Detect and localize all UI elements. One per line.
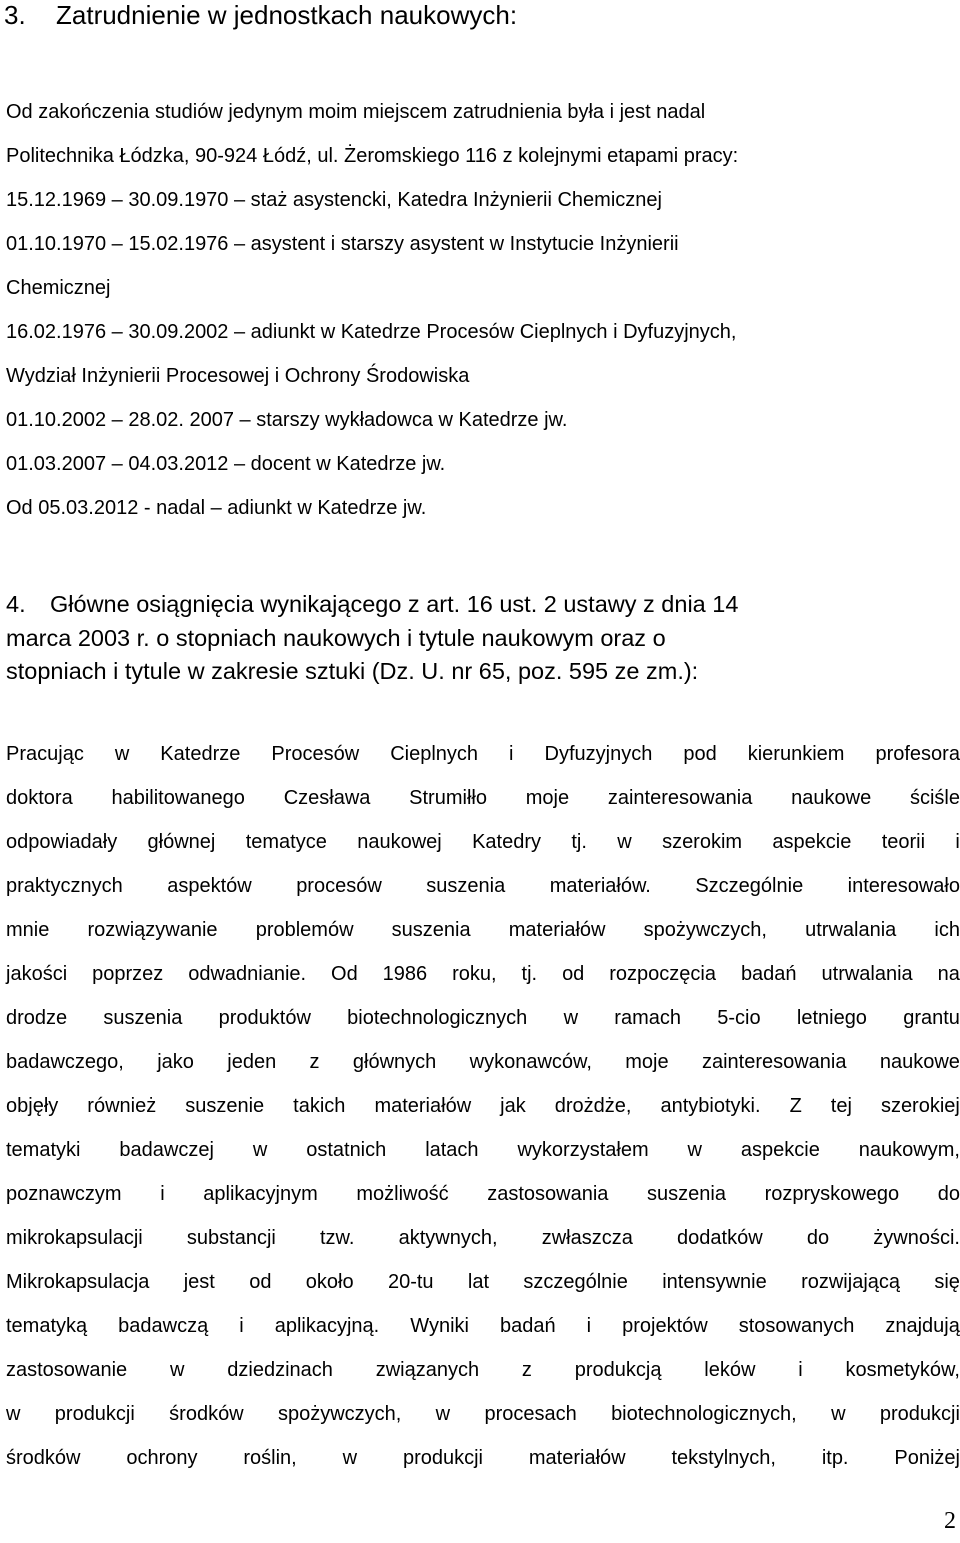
word: utrwalania [821, 963, 913, 985]
paragraph-line [6, 952, 960, 996]
word: interesowało [847, 875, 960, 897]
employment-line: 01.10.1970 – 15.02.1976 – asystent i starszy asystent w Instytucie Inżynierii [6, 233, 679, 255]
word: możliwość [356, 1183, 449, 1205]
word: aplikacyjną. [274, 1315, 380, 1337]
word: produkcją [574, 1359, 662, 1381]
word: szerokim [662, 831, 743, 853]
paragraph-line [6, 732, 960, 776]
employment-line: Chemicznej [6, 277, 111, 299]
word: 1986 [382, 963, 428, 985]
employment-line: 01.10.2002 – 28.02. 2007 – starszy wykładowca w Katedrze jw. [6, 409, 568, 431]
word: moje [625, 1051, 669, 1073]
word: środków [6, 1447, 81, 1469]
word: Cieplnych [390, 743, 479, 765]
word: zastosowanie [6, 1359, 128, 1381]
word: Wyniki [410, 1315, 469, 1337]
word: żywności. [873, 1227, 960, 1249]
word: lat [467, 1271, 490, 1293]
word: grantu [903, 1007, 960, 1029]
employment-line: Wydział Inżynierii Procesowej i Ochrony Środowiska [6, 365, 470, 387]
word: z [521, 1359, 532, 1381]
word: produkcji [402, 1447, 483, 1469]
body-paragraph [6, 732, 960, 1480]
word: aplikacyjnym [203, 1183, 318, 1205]
word: w [342, 1447, 358, 1469]
word: w [687, 1139, 702, 1161]
word: ich [934, 919, 960, 941]
word: suszenia [426, 875, 506, 897]
word: dziedzinach [227, 1359, 333, 1381]
word: głównej [147, 831, 216, 853]
word: tematyki [6, 1139, 81, 1161]
word: letniego [796, 1007, 867, 1029]
word: ściśle [909, 787, 960, 809]
word: jako [157, 1051, 194, 1073]
section-4-number: 4. [6, 591, 26, 617]
word: doktora [6, 787, 73, 809]
word: itp. [821, 1447, 849, 1469]
word: poznawczym [6, 1183, 122, 1205]
paragraph-line [6, 1040, 960, 1084]
word: w [114, 743, 130, 765]
word: zastosowania [487, 1183, 609, 1205]
word: suszenie [185, 1095, 265, 1117]
word: do [806, 1227, 830, 1249]
word: biotechnologicznych, [611, 1403, 797, 1425]
word: jest [183, 1271, 215, 1293]
word: naukowe [879, 1051, 960, 1073]
word: poprzez [92, 963, 164, 985]
word: aspektów [167, 875, 252, 897]
word: spożywczych, [643, 919, 767, 941]
word: procesach [484, 1403, 577, 1425]
word: badań [499, 1315, 556, 1337]
word: Mikrokapsulacja [6, 1271, 150, 1293]
word: tj. [521, 963, 538, 985]
paragraph-line [6, 1392, 960, 1436]
section-3-number: 3. [4, 0, 26, 30]
word: do [937, 1183, 960, 1205]
employment-history [6, 90, 956, 530]
word: projektów [622, 1315, 708, 1337]
word: rozwijającą [801, 1271, 901, 1293]
paragraph-line [6, 996, 960, 1040]
word: badań [740, 963, 797, 985]
word: Dyfuzyjnych [544, 743, 653, 765]
word: suszenia [647, 1183, 726, 1205]
word: suszenia [391, 919, 471, 941]
word: i [798, 1359, 803, 1381]
word: ostatnich [306, 1139, 387, 1161]
word: spożywczych, [277, 1403, 402, 1425]
word: w [831, 1403, 846, 1425]
word: kosmetyków, [845, 1359, 960, 1381]
paragraph-line [6, 776, 960, 820]
word: dodatków [677, 1227, 763, 1249]
word: antybiotyki. [660, 1095, 761, 1117]
word: i [509, 743, 514, 765]
word: aktywnych, [398, 1227, 498, 1249]
word: i [586, 1315, 592, 1337]
word: produkcji [879, 1403, 960, 1425]
word: utrwalania [805, 919, 897, 941]
word: i [160, 1183, 165, 1205]
word: ochrony [126, 1447, 198, 1469]
word: Od [331, 963, 358, 985]
word: w [6, 1403, 21, 1425]
word: Katedrze [160, 743, 241, 765]
word: moje [525, 787, 570, 809]
word: tej [830, 1095, 852, 1117]
section-3-heading [0, 0, 517, 30]
paragraph-line [6, 1436, 960, 1480]
word: na [937, 963, 960, 985]
paragraph-line [6, 1304, 960, 1348]
word: aspekcie [772, 831, 852, 853]
word: tematyką [6, 1315, 88, 1337]
word: produktów [218, 1007, 311, 1029]
word: mikrokapsulacji [6, 1227, 143, 1249]
word: tematyce [245, 831, 327, 853]
word: szerokiej [880, 1095, 960, 1117]
word: również [87, 1095, 157, 1117]
employment-line: 15.12.1969 – 30.09.1970 – staż asystencki, Katedra Inżynierii Chemicznej [6, 189, 662, 211]
word: szczególnie [523, 1271, 628, 1293]
paragraph-line [6, 1260, 960, 1304]
paragraph-line [6, 1216, 960, 1260]
word: Procesów [271, 743, 360, 765]
word: roślin, [243, 1447, 297, 1469]
word: w [617, 831, 632, 853]
word: aspekcie [740, 1139, 820, 1161]
word: badawczego, [6, 1051, 124, 1073]
section-4-heading [6, 588, 956, 689]
word: głównych [352, 1051, 437, 1073]
section-4-heading-text: Główne osiągnięcia wynikającego z art. 16 ust. 2 ustawy z dnia 14 [50, 591, 739, 617]
word: badawczej [119, 1139, 214, 1161]
word: w [563, 1007, 579, 1029]
word: od [562, 963, 585, 985]
word: tzw. [320, 1227, 355, 1249]
word: jeden [227, 1051, 277, 1073]
word: ramach [614, 1007, 681, 1029]
word: objęły [6, 1095, 59, 1117]
word: naukowej [357, 831, 442, 853]
section-3-title: Zatrudnienie w jednostkach naukowych: [56, 0, 518, 30]
word: naukowe [791, 787, 872, 809]
word: jakości [6, 963, 68, 985]
word: z [309, 1051, 320, 1073]
word: stosowanych [738, 1315, 855, 1337]
word: zainteresowania [607, 787, 753, 809]
word: w [435, 1403, 451, 1425]
word: w [170, 1359, 185, 1381]
section-4-heading-line: marca 2003 r. o stopniach naukowych i tytule naukowym oraz o [6, 624, 666, 651]
paragraph-line [6, 1084, 960, 1128]
word: leków [704, 1359, 756, 1381]
word: związanych [375, 1359, 480, 1381]
word: drodze [6, 1007, 68, 1029]
paragraph-line [6, 864, 960, 908]
word: kierunkiem [747, 743, 845, 765]
word: i [955, 831, 960, 853]
word: jak [500, 1095, 526, 1117]
employment-line: 01.03.2007 – 04.03.2012 – docent w Katedrze jw. [6, 453, 446, 475]
employment-line: 16.02.1976 – 30.09.2002 – adiunkt w Katedrze Procesów Cieplnych i Dyfuzyjnych, [6, 321, 737, 343]
word: problemów [255, 919, 354, 941]
word: zwłaszcza [541, 1227, 633, 1249]
employment-line: Politechnika Łódzka, 90-924 Łódź, ul. Żeromskiego 116 z kolejnymi etapami pracy: [6, 145, 739, 167]
word: odwadnianie. [188, 963, 307, 985]
word: rozpoczęcia [609, 963, 716, 985]
word: profesora [875, 743, 960, 765]
section-4-heading-line: stopniach i tytule w zakresie sztuki (Dz. U. nr 65, poz. 595 ze zm.): [6, 658, 699, 684]
paragraph-line [6, 1172, 960, 1216]
word: wykonawców, [469, 1051, 592, 1073]
word: rozpryskowego [764, 1183, 900, 1205]
word: drożdże, [554, 1095, 632, 1117]
word: tj. [571, 831, 587, 853]
employment-line: Od zakończenia studiów jedynym moim miejscem zatrudnienia była i jest nadal [6, 101, 706, 123]
word: Czesława [283, 787, 371, 809]
word: Pracując [6, 743, 84, 765]
section-4-heading-line [6, 588, 956, 622]
word: roku, [452, 963, 497, 985]
word: środków [169, 1403, 244, 1425]
word: wykorzystałem [517, 1139, 649, 1161]
paragraph-line [6, 1128, 960, 1172]
word: materiałów [528, 1447, 626, 1469]
word: substancji [186, 1227, 276, 1249]
page-number: 2 [944, 1508, 956, 1534]
word: intensywnie [662, 1271, 767, 1293]
word: odpowiadały [6, 831, 118, 853]
word: Poniżej [894, 1447, 960, 1469]
word: tekstylnych, [671, 1447, 776, 1469]
word: Katedry [472, 831, 542, 853]
word: w [252, 1139, 268, 1161]
word: materiałów. [549, 875, 651, 897]
word: rozwiązywanie [87, 919, 218, 941]
word: Strumiłło [409, 787, 487, 809]
word: i [239, 1315, 244, 1337]
word: znajdują [885, 1315, 960, 1337]
word: badawczą [118, 1315, 209, 1337]
word: praktycznych [6, 875, 123, 897]
word: produkcji [54, 1403, 135, 1425]
word: zainteresowania [701, 1051, 847, 1073]
word: mnie [6, 919, 50, 941]
word: się [934, 1271, 960, 1293]
paragraph-line [6, 908, 960, 952]
word: takich [293, 1095, 346, 1117]
word: materiałów [374, 1095, 472, 1117]
word: od [249, 1271, 272, 1293]
word: około [305, 1271, 354, 1293]
employment-line: Od 05.03.2012 - nadal – adiunkt w Katedrze jw. [6, 497, 427, 519]
word: pod [683, 743, 717, 765]
word: 5-cio [717, 1007, 761, 1029]
word: latach [425, 1139, 479, 1161]
word: procesów [296, 875, 382, 897]
paragraph-line [6, 820, 960, 864]
word: teorii [881, 831, 926, 853]
word: naukowym, [858, 1139, 960, 1161]
word: suszenia [103, 1007, 183, 1029]
paragraph-line [6, 1348, 960, 1392]
word: Szczególnie [695, 875, 804, 897]
word: habilitowanego [111, 787, 245, 809]
word: Z [789, 1095, 802, 1117]
word: biotechnologicznych [347, 1007, 528, 1029]
word: 20-tu [387, 1271, 434, 1293]
word: materiałów [508, 919, 606, 941]
